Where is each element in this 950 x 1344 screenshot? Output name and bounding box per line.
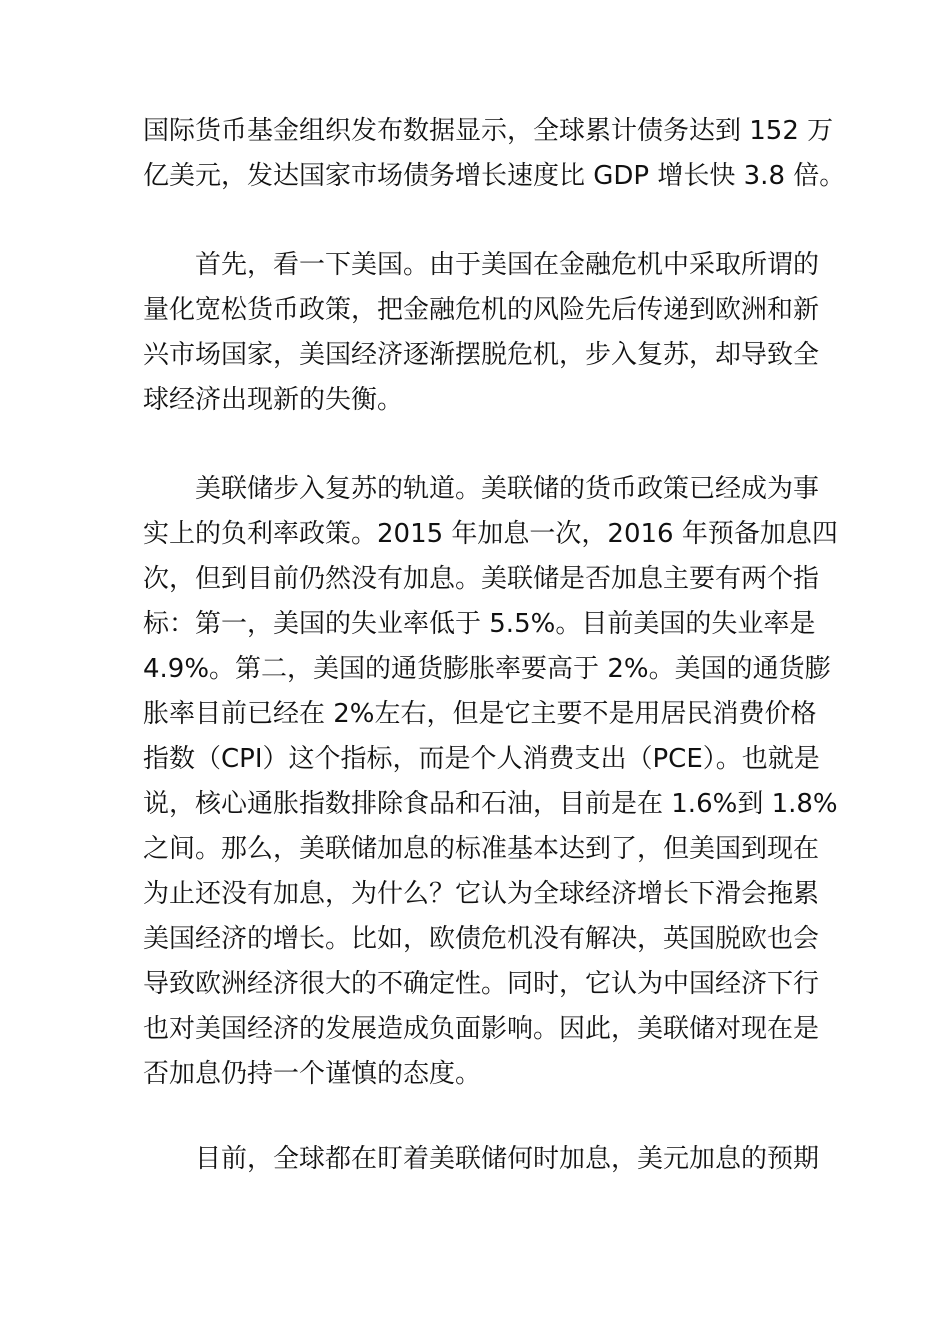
text-line: 也对美国经济的发展造成负面影响。因此，美联储对现在是	[143, 1014, 820, 1044]
text-line: 导致欧洲经济很大的不确定性。同时，它认为中国经济下行	[143, 969, 820, 999]
text-line: 美国经济的增长。比如，欧债危机没有解决，英国脱欧也会	[143, 924, 820, 954]
text-line: 指数（CPI）这个指标，而是个人消费支出（PCE）。也就是	[143, 744, 820, 774]
text-line: 量化宽松货币政策，把金融危机的风险先后传递到欧洲和新	[143, 295, 820, 325]
paragraph-fed-policy	[143, 467, 838, 1097]
text-line: 4.9%。第二，美国的通货膨胀率要高于 2%。美国的通货膨	[143, 654, 831, 684]
text-line: 之间。那么，美联储加息的标准基本达到了，但美国到现在	[143, 834, 820, 864]
text-line: 国际货币基金组织发布数据显示，全球累计债务达到 152 万	[143, 116, 834, 146]
text-line: 目前，全球都在盯着美联储何时加息，美元加息的预期	[195, 1144, 820, 1174]
text-line: 美联储步入复苏的轨道。美联储的货币政策已经成为事	[195, 474, 820, 504]
text-line: 说，核心通胀指数排除食品和石油，目前是在 1.6%到 1.8%	[143, 789, 838, 819]
paragraph-global-debt	[143, 109, 846, 199]
text-line: 兴市场国家，美国经济逐渐摆脱危机，步入复苏，却导致全	[143, 340, 820, 370]
text-line: 亿美元，发达国家市场债务增长速度比 GDP 增长快 3.8 倍。	[143, 161, 846, 191]
paragraph-rate-expectation	[143, 1137, 820, 1182]
text-line: 为止还没有加息，为什么？它认为全球经济增长下滑会拖累	[143, 879, 820, 909]
paragraph-us-overview	[143, 243, 820, 423]
text-line: 胀率目前已经在 2%左右，但是它主要不是用居民消费价格	[143, 699, 817, 729]
text-line: 次，但到目前仍然没有加息。美联储是否加息主要有两个指	[143, 564, 820, 594]
text-line: 实上的负利率政策。2015 年加息一次，2016 年预备加息四	[143, 519, 838, 549]
text-line: 标：第一，美国的失业率低于 5.5%。目前美国的失业率是	[143, 609, 816, 639]
text-line: 首先，看一下美国。由于美国在金融危机中采取所谓的	[195, 250, 820, 280]
text-line: 否加息仍持一个谨慎的态度。	[143, 1059, 482, 1089]
text-line: 球经济出现新的失衡。	[143, 385, 404, 415]
